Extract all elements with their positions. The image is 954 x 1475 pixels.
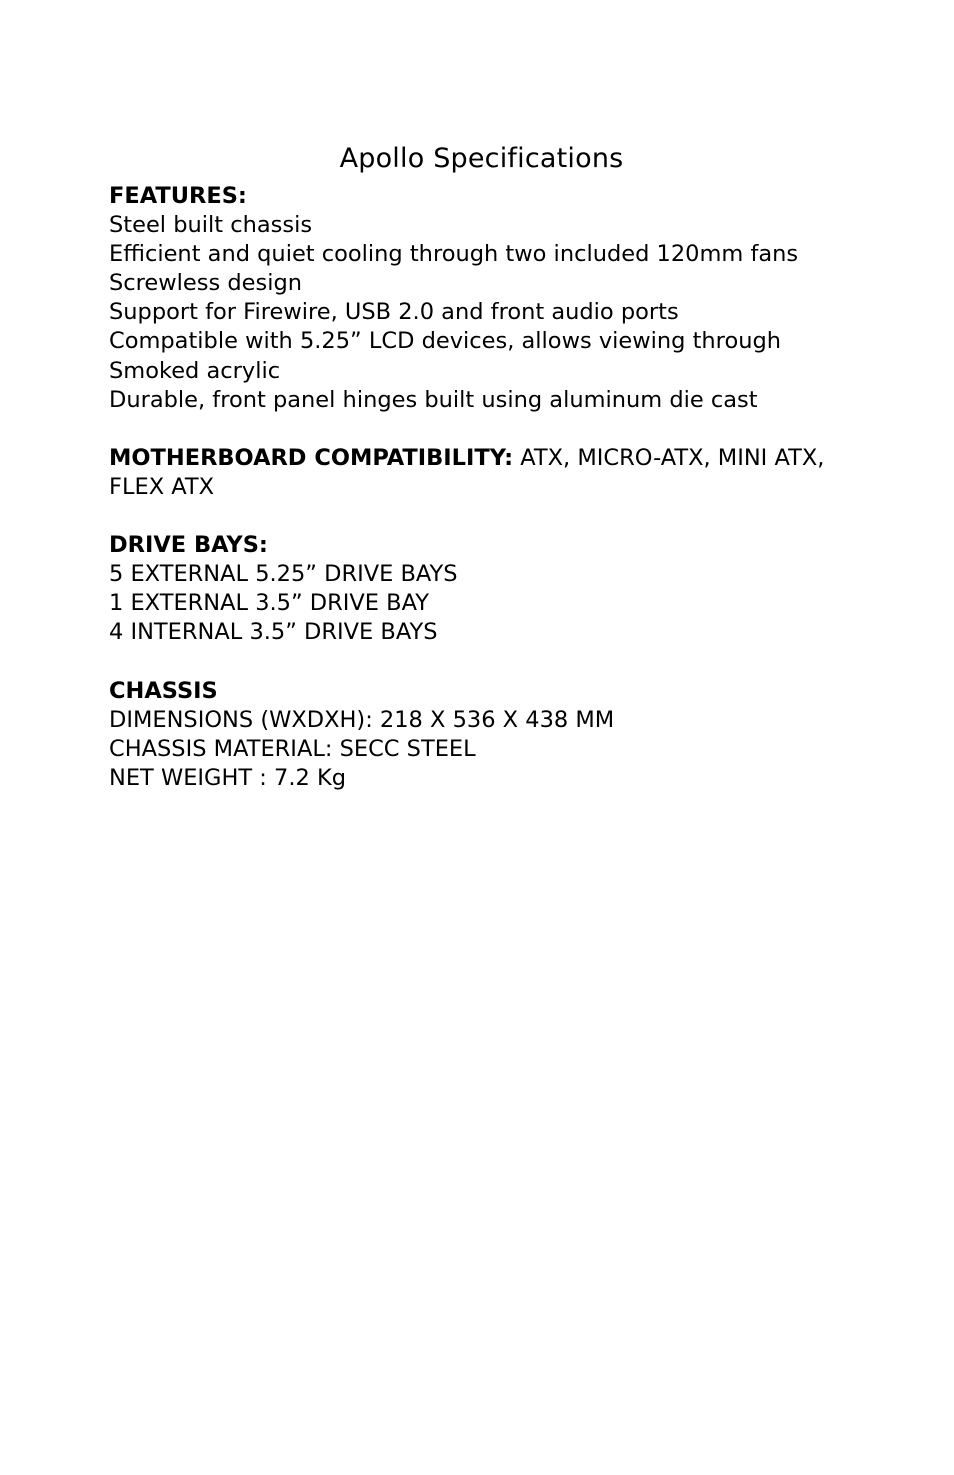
section-spacer	[109, 502, 854, 531]
chassis-item: NET WEIGHT : 7.2 Kg	[109, 764, 346, 791]
chassis-item: DIMENSIONS (WXDXH): 218 X 536 X 438 MM	[109, 706, 615, 733]
motherboard-heading: MOTHERBOARD COMPATIBILITY:	[109, 444, 514, 471]
features-heading: FEATURES:	[109, 183, 247, 209]
section-spacer	[109, 415, 854, 444]
chassis-heading: CHASSIS	[109, 677, 218, 704]
motherboard-section	[109, 444, 854, 502]
chassis-section	[109, 677, 854, 793]
drive-bays-section	[109, 531, 854, 647]
drive-bay-item: 5 EXTERNAL 5.25” DRIVE BAYS	[109, 561, 458, 588]
drive-bays-heading: DRIVE BAYS:	[109, 532, 268, 559]
section-spacer	[109, 648, 854, 677]
feature-item: Steel built chassis	[109, 212, 313, 239]
feature-item: Support for Firewire, USB 2.0 and front audio ports	[109, 299, 679, 326]
features-section	[109, 182, 854, 415]
spec-document	[109, 140, 854, 793]
chassis-item: CHASSIS MATERIAL: SECC STEEL	[109, 735, 476, 762]
feature-item: Durable, front panel hinges built using aluminum die cast	[109, 386, 758, 413]
document-title: Apollo Specifications	[339, 143, 624, 174]
feature-item: Efficient and quiet cooling through two included 120mm fans	[109, 241, 799, 268]
motherboard-value: ATX, MICRO-ATX, MINI ATX, FLEX ATX	[109, 444, 825, 500]
drive-bay-item: 4 INTERNAL 3.5” DRIVE BAYS	[109, 619, 438, 646]
drive-bay-item: 1 EXTERNAL 3.5” DRIVE BAY	[109, 590, 429, 617]
feature-item: Screwless design	[109, 270, 302, 297]
feature-item: Compatible with 5.25” LCD devices, allows viewing through Smoked acrylic	[109, 328, 782, 384]
